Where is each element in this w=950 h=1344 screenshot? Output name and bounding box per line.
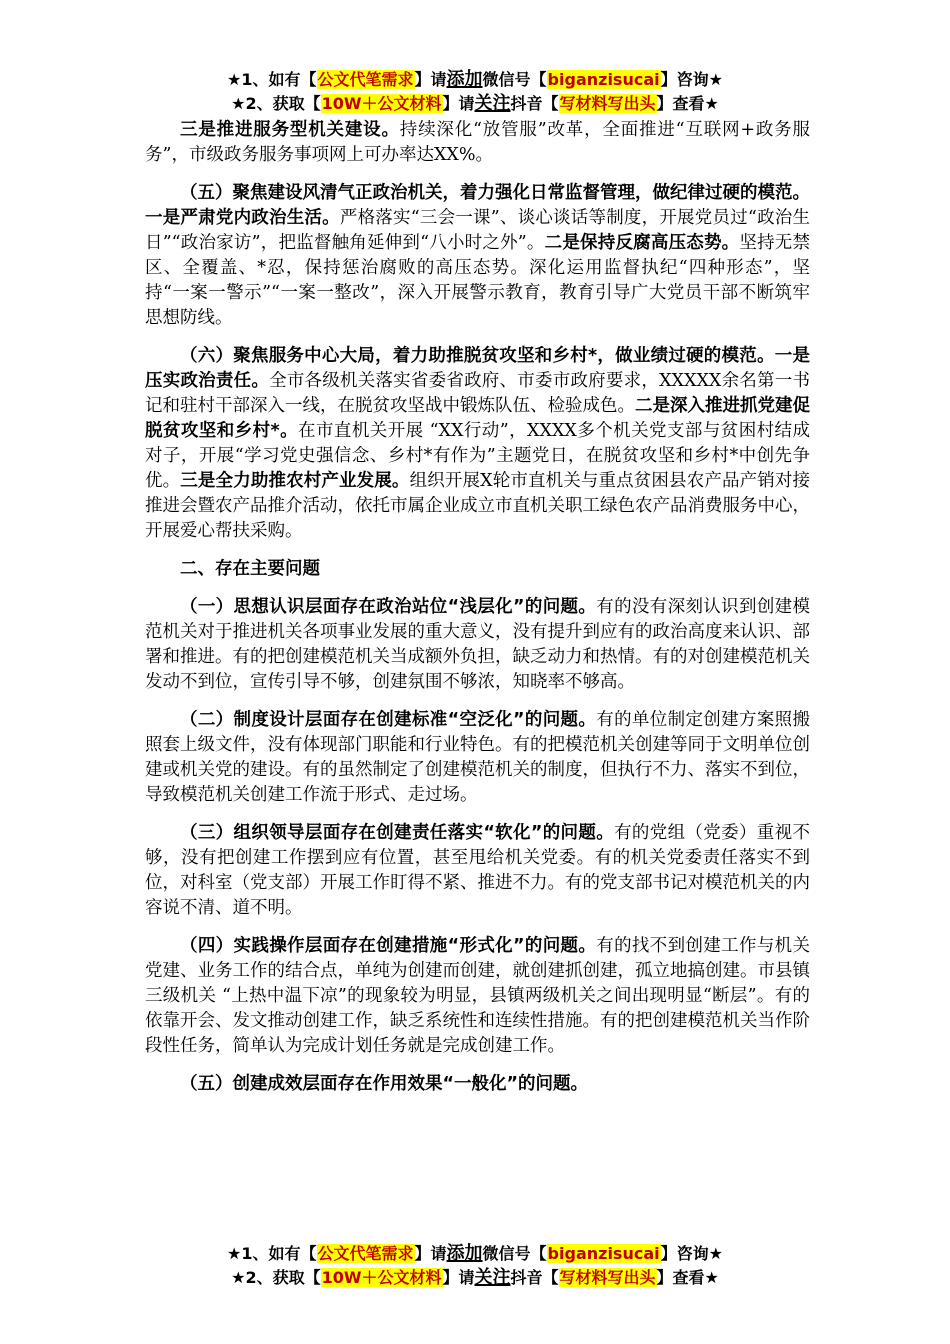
header-promo-banner: [0, 68, 950, 116]
paragraph-text: 坚持无禁区、全覆盖、*忍，保持惩治腐败的高压态势。深化运用监督执纪“四种形态”，坚持“一案一警示”“一案一整改”，深入开展警示教育，教育引导广大党员干部不断筑牢思想防线。: [145, 233, 811, 328]
promo-highlight: 公文代笔需求: [317, 1244, 414, 1263]
promo-text: 微信号【: [482, 70, 547, 89]
paragraph-text: 组织开展X轮市直机关与重点贫困县农产品产销对接推进会暨农产品推介活动，依托市属企业成立市直机关职工绿色农产品消费服务中心，开展爱心帮扶采购。: [145, 471, 811, 541]
paragraph-problem-3: [145, 821, 810, 921]
paragraph-lead: （四）实践操作层面存在创建措施“形式化”的问题。: [180, 936, 597, 956]
paragraph-lead: （六）聚焦服务中心大局，着力助推脱贫攻坚和乡村*，做业绩过硬的模范。一是压实政治责任。: [145, 346, 810, 391]
paragraph-lead: （五）创建成效层面存在作用效果“一般化”的问题。: [180, 1074, 589, 1094]
promo-wechat-id: biganzisucai: [547, 1244, 660, 1263]
promo-text: 微信号【: [482, 1244, 547, 1263]
promo-line-2: [0, 92, 950, 116]
promo-douyin-id: 写材料写出头: [559, 94, 656, 113]
promo-underlined: 添加: [446, 69, 483, 90]
promo-text: 抖音【: [510, 94, 559, 113]
promo-text: ★2、获取【: [231, 1268, 321, 1287]
promo-underlined: 关注: [474, 1267, 511, 1288]
promo-text: 抖音【: [510, 1268, 559, 1287]
promo-text: 】查看★: [656, 94, 719, 113]
paragraph-discipline: [145, 181, 810, 331]
promo-text: ★1、如有【: [227, 1244, 317, 1263]
paragraph-problem-4: [145, 934, 810, 1059]
paragraph-problem-2: [145, 708, 810, 808]
promo-text: 】咨询★: [660, 1244, 723, 1263]
promo-text: ★1、如有【: [227, 70, 317, 89]
promo-text: 】查看★: [656, 1268, 719, 1287]
paragraph-text: 有的没有深刻认识到创建模范机关对于推进机关各项事业发展的重大意义，没有提升到应有的政治高度来认识、部署和推进。有的把创建模范机关当成额外负担，缺乏动力和热情。有的对创建模范机关发动不到位，宣传引导不够，创建氛围不够浓，知晓率不够高。: [145, 597, 811, 692]
promo-line-1: [0, 68, 950, 92]
promo-underlined: 添加: [446, 1243, 483, 1264]
promo-text: ★2、获取【: [231, 94, 321, 113]
paragraph-text: 全市各级机关落实省委省政府、市委市政府要求，XXXXX余名第一书记和驻村干部深入一线，在脱贫攻坚战中锻炼队伍、检验成色。: [145, 371, 811, 416]
promo-text: 】请: [442, 94, 475, 113]
section-heading-problems: [145, 557, 810, 582]
paragraph-text: 严格落实“三会一课”、谈心谈话等制度，开展党员过“政治生日”“政治家访”，把监督触角延伸到“八小时之外”。: [145, 208, 811, 253]
section-heading: 二、存在主要问题: [180, 559, 320, 579]
promo-line-2: [0, 1266, 950, 1290]
paragraph-lead: （二）制度设计层面存在创建标准“空泛化”的问题。: [180, 710, 597, 730]
promo-text: 】请: [442, 1268, 475, 1287]
paragraph-lead: 三是推进服务型机关建设。: [180, 120, 400, 140]
paragraph-lead: （五）聚焦建设风清气正政治机关，着力强化日常监督管理，做纪律过硬的模范。一是严肃党内政治生活。: [145, 183, 810, 228]
promo-wechat-id: biganzisucai: [547, 70, 660, 89]
promo-highlight: 10W＋公文材料: [321, 94, 442, 113]
paragraph-subhead: 二是保持反腐高压态势。: [544, 233, 740, 253]
paragraph-lead: （一）思想认识层面存在政治站位“浅层化”的问题。: [180, 597, 597, 617]
paragraph-poverty: [145, 344, 810, 544]
paragraph-problem-5: [145, 1072, 810, 1097]
paragraph-lead: （三）组织领导层面存在创建责任落实“软化”的问题。: [180, 823, 615, 843]
paragraph-text: 在市直机关开展 “XX行动”，XXXX多个机关党支部与贫困村结成对子，开展“学习党史强信念、乡村*有作为”主题党日，在脱贫攻坚和乡村*中创先争优。: [145, 421, 810, 491]
promo-highlight: 10W＋公文材料: [321, 1268, 442, 1287]
promo-text: 】咨询★: [660, 70, 723, 89]
promo-text: 】请: [414, 70, 447, 89]
promo-douyin-id: 写材料写出头: [559, 1268, 656, 1287]
paragraph-problem-1: [145, 595, 810, 695]
paragraph-subhead: 二是深入推进抓党建促脱贫攻坚和乡村*。: [145, 396, 810, 441]
promo-text: 】请: [414, 1244, 447, 1263]
document-body: [145, 118, 810, 1110]
paragraph-text: 持续深化“放管服”改革，全面推进“互联网+政务服务”，市级政务服务事项网上可办率达XX%。: [145, 120, 810, 165]
footer-promo-banner: [0, 1242, 950, 1290]
paragraph-text: 有的找不到创建工作与机关党建、业务工作的结合点，单纯为创建而创建，就创建抓创建，孤立地搞创建。市县镇三级机关 “上热中温下凉”的现象较为明显，县镇两级机关之间出现明显“断层”。有的依靠开会、发文推动创建工作，缺乏系统性和连续性措施。有的把创建模范机关当作阶段性任务，简单认为完成计划任务就是完成创建工作。: [145, 936, 811, 1056]
paragraph-text: 有的单位制定创建方案照搬照套上级文件，没有体现部门职能和行业特色。有的把模范机关创建等同于文明单位创建或机关党的建设。有的虽然制定了创建模范机关的制度，但执行不力、落实不到位，导致模范机关创建工作流于形式、走过场。: [145, 710, 811, 805]
paragraph-text: 有的党组（党委）重视不够，没有把创建工作摆到应有位置，甚至甩给机关党委。有的机关党委责任落实不到位，对科室（党支部）开展工作盯得不紧、推进不力。有的党支部书记对模范机关的内容说不清、道不明。: [145, 823, 810, 918]
promo-underlined: 关注: [474, 93, 511, 114]
paragraph-service-org: [145, 118, 810, 168]
paragraph-subhead: 三是全力助推农村产业发展。: [180, 471, 410, 491]
promo-highlight: 公文代笔需求: [317, 70, 414, 89]
promo-line-1: [0, 1242, 950, 1266]
